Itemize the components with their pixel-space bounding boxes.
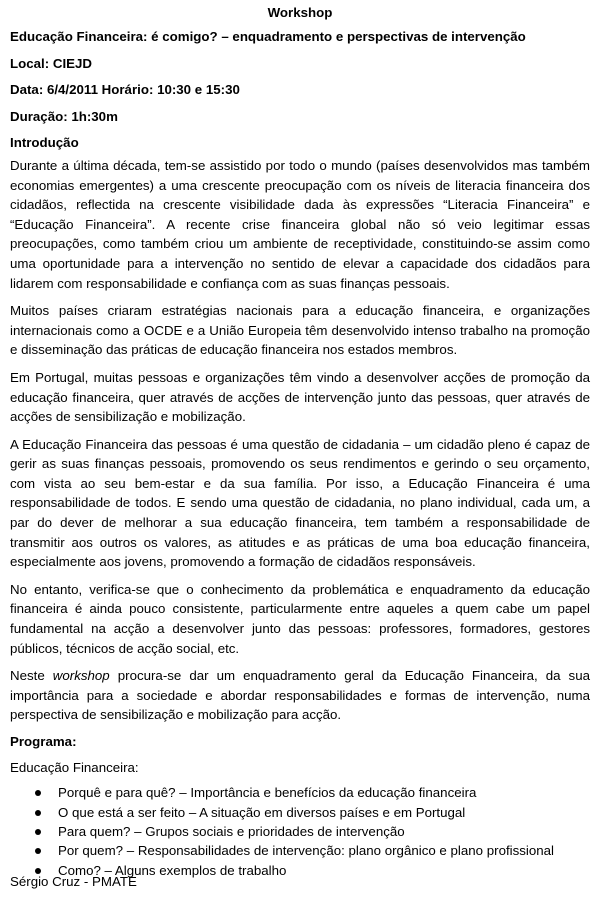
program-item bbox=[10, 841, 590, 860]
workshop-location: Local: CIEJD bbox=[10, 55, 93, 71]
program-item-text: Porquê e para quê? – Importância e benefícios da educação financeira bbox=[58, 785, 477, 801]
workshop-date: Data: 6/4/2011 Horário: 10:30 e 15:30 bbox=[10, 82, 240, 98]
workshop-subject: Educação Financeira: é comigo? – enquadramento e perspectivas de intervenção bbox=[10, 29, 526, 44]
program-item-text: Como? – Alguns exemplos de trabalho bbox=[58, 862, 287, 878]
intro-paragraph-3: Em Portugal, muitas pessoas e organizações têm vindo a desenvolver acções de promoção da educação financeira, quer através de acções de intervenção junto das pessoas, quer através de acções de sensibilização e mobilização. bbox=[10, 369, 590, 425]
workshop-italic-word: workshop bbox=[52, 668, 110, 684]
intro-paragraph-2: Muitos países criaram estratégias nacionais para a educação financeira, e organizações internacionais como a OCDE e a União Europeia têm desenvolvido intenso trabalho na promoção e disseminação das práticas de educação financeira nos estados membros. bbox=[10, 303, 590, 358]
program-item bbox=[10, 822, 590, 841]
bullet-icon bbox=[35, 810, 41, 816]
bullet-icon bbox=[35, 790, 41, 796]
workshop-paragraph-start: Neste bbox=[10, 668, 53, 684]
workshop-paragraph-rest: procura-se dar um enquadramento geral da Educação Financeira, da sua importância para a sociedade e abordar responsabilidades e formas de intervenção, numa perspectiva de sensibilização e mobilização para acção. bbox=[10, 668, 590, 723]
program-item-text: O que está a ser feito – A situação em diversos países e em Portugal bbox=[58, 804, 466, 820]
program-heading: Programa: bbox=[10, 734, 77, 749]
intro-paragraph-1: Durante a última década, tem-se assistido por todo o mundo (países desenvolvidos mas também economias emergentes) a uma crescente preocupação com os níveis de literacia financeira dos cidadãos, reflectida na crescente visibilidade dada às expressões “Literacia Financeira” e “Educação Financeira”. A recente crise financeira global não só veio legitimar essas preocupações, como também criou um ambiente de receptividade, constituindo-se assim como uma oportunidade para a intervenção no sentido de elevar a capacidade dos cidadãos para lidarem com responsabilidade e confiança com as suas finanças pessoais. bbox=[10, 157, 590, 291]
program-subheading: Educação Financeira: bbox=[10, 759, 139, 775]
workshop-paragraph bbox=[10, 666, 590, 725]
intro-paragraph-5: No entanto, verifica-se que o conhecimento da problemática e enquadramento da educação financeira é ainda pouco consistente, particularmente entre aqueles a quem cabe um papel fundamental na acção a desenvolver junto das pessoas: professores, formadores, gestores públicos, técnicos de acção social, etc. bbox=[10, 581, 590, 656]
footer-author: Sérgio Cruz - PMATE bbox=[10, 874, 137, 889]
program-item bbox=[10, 783, 590, 802]
document-page bbox=[0, 3, 600, 880]
intro-heading: Introdução bbox=[10, 135, 79, 151]
program-item bbox=[10, 803, 590, 822]
workshop-duration: Duração: 1h:30m bbox=[10, 108, 118, 124]
document-title: Workshop bbox=[267, 5, 333, 20]
intro-paragraph-4: A Educação Financeira das pessoas é uma questão de cidadania – um cidadão pleno é capaz de gerir as suas finanças pessoais, promovendo os seus rendimentos e gerindo o seu orçamento, com vista ao seu bem-estar e da sua família. Por isso, a Educação Financeira é uma responsabilidade de todos. E sendo uma questão de cidadania, no plano individual, cada um, a par do dever de melhorar a sua educação financeira, tem também a responsabilidade de transmitir aos outros os valores, as atitudes e as práticas de uma boa educação financeira, especialmente aos jovens, promovendo a formação de cidadãos responsáveis. bbox=[10, 436, 590, 570]
program-list bbox=[10, 783, 590, 880]
bullet-icon bbox=[35, 829, 41, 835]
bullet-icon bbox=[35, 848, 41, 854]
program-item-text: Para quem? – Grupos sociais e prioridades de intervenção bbox=[58, 824, 405, 839]
program-item-text: Por quem? – Responsabilidades de intervenção: plano orgânico e plano profissional bbox=[58, 843, 555, 859]
